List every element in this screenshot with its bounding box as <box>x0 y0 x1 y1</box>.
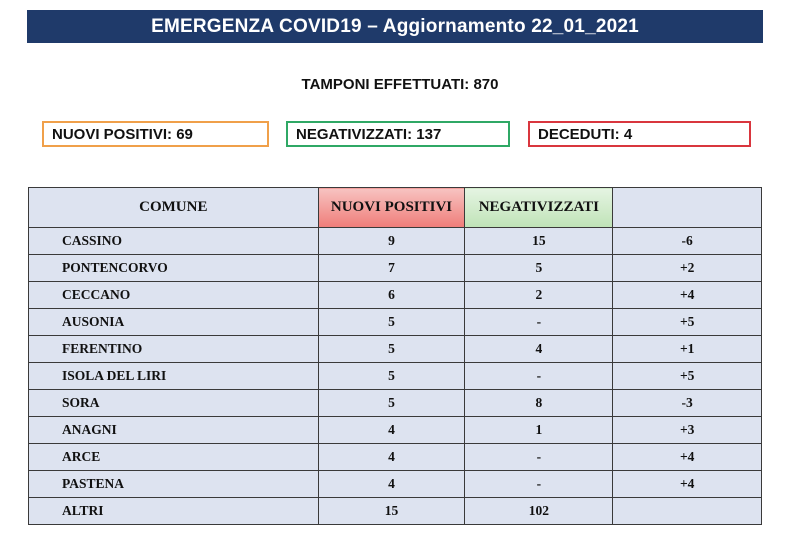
nuovi-positivi-cell: 9 <box>318 228 465 255</box>
comune-cell: CASSINO <box>29 228 319 255</box>
table-row <box>29 309 762 336</box>
variazione-cell: +3 <box>613 417 762 444</box>
nuovi-positivi-cell: 15 <box>318 498 465 525</box>
comune-cell: SORA <box>29 390 319 417</box>
nuovi-positivi-cell: 4 <box>318 417 465 444</box>
comune-cell: PASTENA <box>29 471 319 498</box>
header-comune: COMUNE <box>29 188 319 228</box>
nuovi-positivi-label: NUOVI POSITIVI: <box>52 125 173 143</box>
variazione-cell <box>613 498 762 525</box>
nuovi-positivi-cell: 4 <box>318 471 465 498</box>
comune-cell: FERENTINO <box>29 336 319 363</box>
deceduti-label: DECEDUTI: <box>538 125 620 143</box>
page-title: EMERGENZA COVID19 – Aggiornamento 22_01_2021 <box>151 15 639 37</box>
nuovi-positivi-cell: 5 <box>318 336 465 363</box>
nuovi-positivi-cell: 5 <box>318 390 465 417</box>
header-nuovi-positivi: NUOVI POSITIVI <box>318 188 465 228</box>
table-row <box>29 336 762 363</box>
header-variazione <box>613 188 762 228</box>
negativizzati-cell: - <box>465 471 613 498</box>
comune-cell: CECCANO <box>29 282 319 309</box>
nuovi-positivi-cell: 5 <box>318 363 465 390</box>
variazione-cell: +4 <box>613 444 762 471</box>
variazione-cell: -6 <box>613 228 762 255</box>
variazione-cell: +1 <box>613 336 762 363</box>
comune-cell: AUSONIA <box>29 309 319 336</box>
nuovi-positivi-box <box>42 121 269 147</box>
tamponi-label: TAMPONI EFFETTUATI: <box>301 76 470 93</box>
negativizzati-cell: 1 <box>465 417 613 444</box>
variazione-cell: +4 <box>613 471 762 498</box>
nuovi-positivi-cell: 7 <box>318 255 465 282</box>
negativizzati-cell: 2 <box>465 282 613 309</box>
variazione-cell: +2 <box>613 255 762 282</box>
deceduti-value: 4 <box>623 125 633 143</box>
comune-cell: ALTRI <box>29 498 319 525</box>
nuovi-positivi-cell: 4 <box>318 444 465 471</box>
table-row <box>29 417 762 444</box>
tamponi-summary <box>0 76 800 93</box>
variazione-cell: +4 <box>613 282 762 309</box>
page-title-banner <box>27 10 763 43</box>
comune-cell: ARCE <box>29 444 319 471</box>
negativizzati-box <box>286 121 510 147</box>
nuovi-positivi-cell: 6 <box>318 282 465 309</box>
negativizzati-cell: - <box>465 363 613 390</box>
negativizzati-label: NEGATIVIZZATI: <box>296 125 413 143</box>
deceduti-box <box>528 121 751 147</box>
comuni-table <box>28 187 762 525</box>
variazione-cell: +5 <box>613 309 762 336</box>
nuovi-positivi-value: 69 <box>176 125 193 143</box>
comune-cell: PONTENCORVO <box>29 255 319 282</box>
table-row <box>29 255 762 282</box>
table-row <box>29 363 762 390</box>
negativizzati-value: 137 <box>416 125 442 143</box>
negativizzati-cell: 102 <box>465 498 613 525</box>
negativizzati-cell: - <box>465 309 613 336</box>
table-row <box>29 282 762 309</box>
comune-cell: ISOLA DEL LIRI <box>29 363 319 390</box>
tamponi-value: 870 <box>473 76 499 93</box>
variazione-cell: -3 <box>613 390 762 417</box>
nuovi-positivi-cell: 5 <box>318 309 465 336</box>
negativizzati-cell: 15 <box>465 228 613 255</box>
table-header-row <box>29 188 762 228</box>
table-row <box>29 444 762 471</box>
table-row <box>29 498 762 525</box>
comune-cell: ANAGNI <box>29 417 319 444</box>
table-row <box>29 390 762 417</box>
table-row <box>29 471 762 498</box>
variazione-cell: +5 <box>613 363 762 390</box>
negativizzati-cell: 8 <box>465 390 613 417</box>
negativizzati-cell: 5 <box>465 255 613 282</box>
header-negativizzati: NEGATIVIZZATI <box>465 188 613 228</box>
negativizzati-cell: 4 <box>465 336 613 363</box>
table-row <box>29 228 762 255</box>
negativizzati-cell: - <box>465 444 613 471</box>
